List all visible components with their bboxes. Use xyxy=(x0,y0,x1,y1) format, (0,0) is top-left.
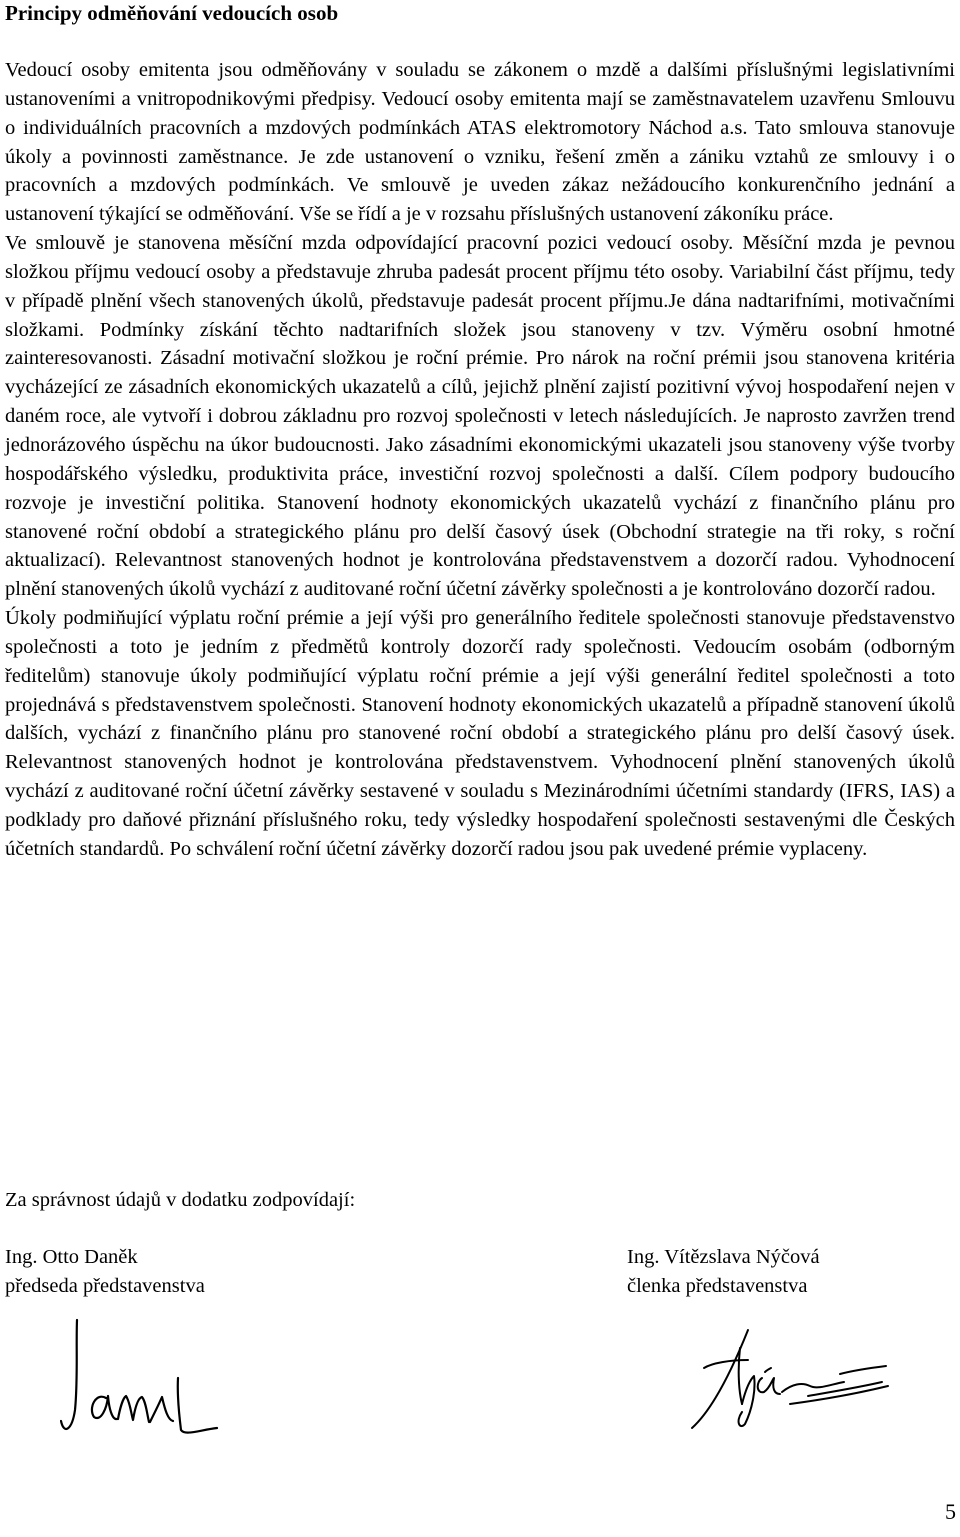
signature-left xyxy=(60,1318,230,1443)
body-text xyxy=(5,56,955,864)
signer-name: Ing. Otto Daněk xyxy=(5,1246,138,1268)
paragraph-2: Ve smlouvě je stanovena měsíční mzda odpovídající pracovní pozici vedoucí osoby. Měsíční mzda je pevnou složkou příjmu vedoucí osoby a představuje zhruba padesát procent příjmu této osoby. Variabilní část příjmu, tedy v případě plnění všech stanovených úkolů, představuje padesát procent příjmu.Je dána nadtarifními, motivačními složkami. Podmínky získání těchto nadtarifních složek jsou stanoveny v tzv. Výměru osobní hmotné zainteresovanosti. Zásadní motivační složkou je roční prémie. Pro nárok na roční prémii jsou stanovena kritéria vycházející ze zásadních ekonomických ukazatelů a cílů, jejichž plnění zajistí pozitivní vývoj hospodaření nejen v daném roce, ale vytvoří i dobrou základnu pro rozvoj společnosti v letech následujících. Je naprosto zavržen trend jednorázového úspěchu na úkor budoucnosti. Jako zásadními ekonomickými ukazateli jsou stanoveny výše tvorby hospodářského výsledku, produktivita práce, investiční rozvoj společnosti a další. Cílem podpory budoucího rozvoje je investiční politika. Stanovení hodnoty ekonomických ukazatelů vychází z finančního plánu pro stanovené roční období a strategického plánu pro delší časový úsek (Obchodní strategie na tři roky, s roční aktualizací). Relevantnost stanovených hodnot je kontrolována představenstvem a dozorčí radou. Vyhodnocení plnění stanovených úkolů vychází z auditované roční účetní závěrky společnosti a je kontrolováno dozorčí radou. xyxy=(5,232,955,601)
signature-right xyxy=(690,1318,905,1443)
signer-name: Ing. Vítězslava Nýčová xyxy=(627,1246,820,1268)
paragraph-1: Vedoucí osoby emitenta jsou odměňovány v souladu se zákonem o mzdě a dalšími příslušnými legislativními ustanoveními a vnitropodnikovými předpisy. Vedoucí osoby emitenta mají se zaměstnavatelem uzavřenu Smlouvu o individuálních pracovních a mzdových podmínkách ATAS elektromotory Náchod a.s. Tato smlouva stanovuje úkoly a povinnosti zaměstnance. Je zde ustanovení o vzniku, řešení změn a zániku vztahů ze smlouvy i o pracovních a mzdových podmínkách. Ve smlouvě je uveden zákaz nežádoucího konkurenčního jednání a ustanovení týkající se odměňování. Vše se řídí a je v rozsahu příslušných ustanovení zákoníku práce. xyxy=(5,59,955,226)
paragraph-3: Úkoly podmiňující výplatu roční prémie a její výši pro generálního ředitele společnosti stanovuje představenstvo společnosti a toto je jedním z předmětů kontroly dozorčí rady společnosti. Vedoucím osobám (odborným ředitelům) stanovuje úkoly podmiňující výplatu roční prémie a její výši generální ředitel společnosti a toto projednává s představenstvem společnosti. Stanovení hodnoty ekonomických ukazatelů a případně stanovení úkolů dalších, vychází z finančního plánu pro stanovené roční období a strategického plánu pro delší časový úsek. Relevantnost stanovených hodnot je kontrolována představenstvem. Vyhodnocení plnění stanovených úkolů vychází z auditované roční účetní závěrky sestavené v souladu s Mezinárodními účetními standardy (IFRS, IAS) a podklady pro daňové přiznání příslušného roku, tedy výsledky hospodaření společnosti sestavenými dle Českých účetních standardů. Po schválení roční účetní závěrky dozorčí radou jsou pak uvedené prémie vyplaceny. xyxy=(5,607,955,860)
attestation-line: Za správnost údajů v dodatku zodpovídají: xyxy=(5,1189,356,1211)
signer-role: předseda představenstva xyxy=(5,1275,205,1297)
signer-right xyxy=(627,1243,820,1301)
page-number: 5 xyxy=(945,1499,956,1524)
section-heading: Principy odměňování vedoucích osob xyxy=(5,1,339,25)
signer-left xyxy=(5,1243,205,1301)
signer-role: členka představenstva xyxy=(627,1275,808,1297)
